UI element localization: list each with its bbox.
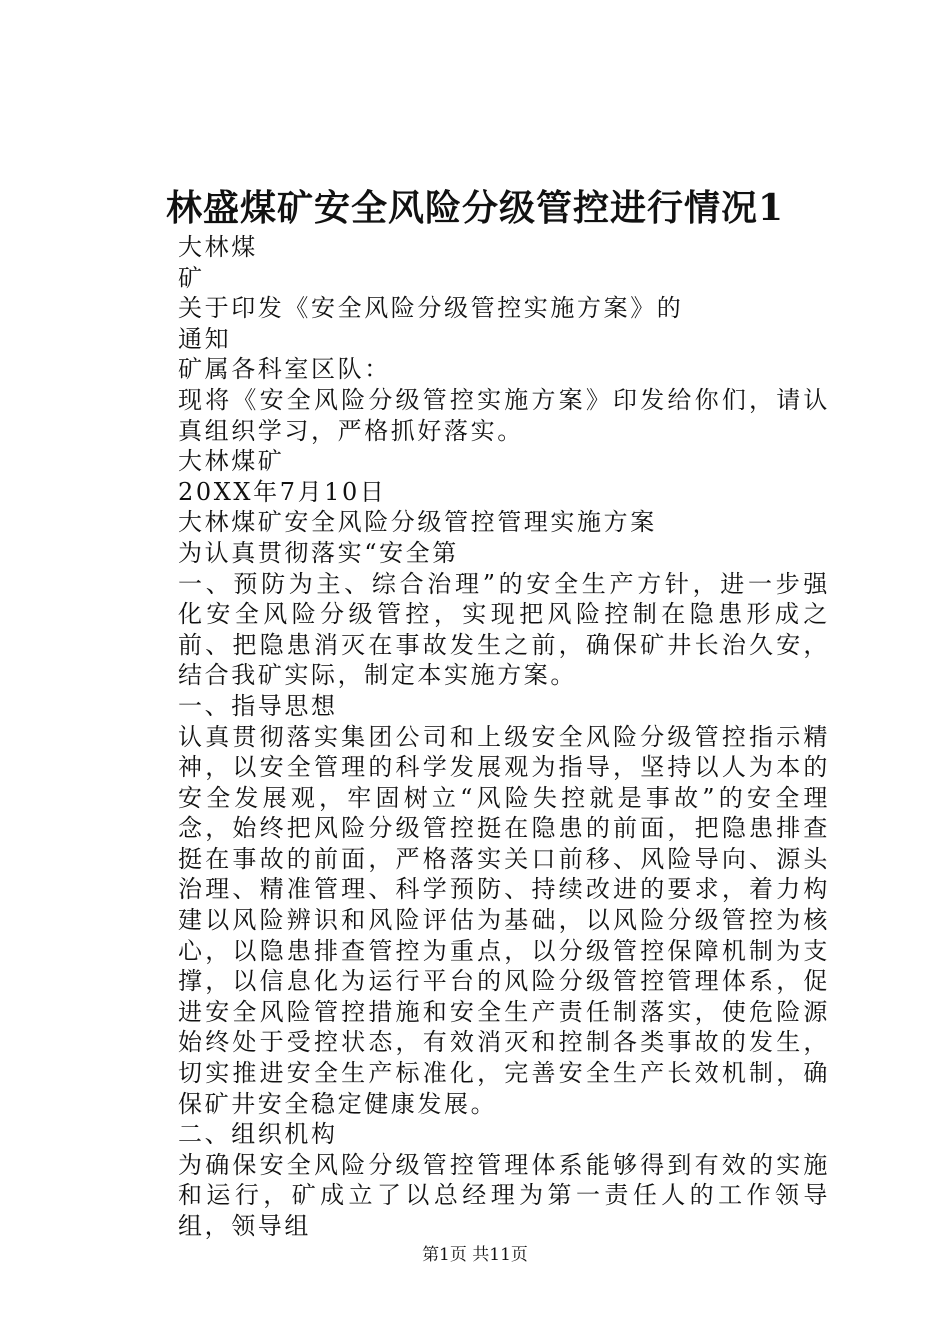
line-sender-2: 矿 [178, 263, 205, 292]
line-addressee: 矿属各科室区队： [178, 355, 391, 384]
section-1-paragraph: 认真贯彻落实集团公司和上级安全风险分级管控指示精神，以安全管理的科学发展观为指导，坚持以人为本的安全发展观，牢固树立“风险失控就是事故”的安全理念，始终把风险分级管控挺在隐患的前面，把隐患排查挺在事故的前面，严格落实关口前移、风险导向、源头治理、精准管理、科学预防、持续改进的要求，着力构建以风险辨识和风险评估为基础，以风险分级管控为核心，以隐患排查管控为重点，以分级管控保障机制为支撑，以信息化为运行平台的风险分级管控管理体系，促进安全风险管控措施和安全生产责任制落实，使危险源始终处于受控状态，有效消灭和控制各类事故的发生，切实推进安全生产标准化，完善安全生产长效机制，确保矿井安全稳定健康发展。 [178, 722, 830, 1118]
document-body [130, 232, 830, 1242]
line-sender-1: 大林煤 [178, 233, 258, 261]
intro-lead: 为认真贯彻落实“安全第 [178, 538, 459, 567]
paragraph-notice: 现将《安全风险分级管控实施方案》印发给你们，请认真组织学习，严格抓好落实。 [178, 385, 830, 445]
line-notice-title-1: 关于印发《安全风险分级管控实施方案》的 [178, 294, 684, 323]
line-notice-title-2: 通知 [178, 324, 232, 353]
date: 20XX年7月10日 [178, 477, 387, 506]
section-2-heading: 二、组织机构 [178, 1120, 338, 1149]
plan-title: 大林煤矿安全风险分级管控管理实施方案 [178, 508, 657, 537]
section-2-paragraph: 为确保安全风险分级管控管理体系能够得到有效的实施和运行，矿成立了以总经理为第一责任人的工作领导组，领导组 [178, 1150, 830, 1240]
intro-paragraph: 一、预防为主、综合治理”的安全生产方针，进一步强化安全风险分级管控，实现把风险控制在隐患形成之前、把隐患消灭在事故发生之前，确保矿井长治久安，结合我矿实际，制定本实施方案。 [178, 569, 830, 690]
signature: 大林煤矿 [178, 447, 285, 476]
section-1-heading: 一、指导思想 [178, 691, 338, 720]
page-footer: 第1页 共11页 [422, 1245, 528, 1265]
document-title: 林盛煤矿安全风险分级管控进行情况1 [165, 187, 785, 229]
